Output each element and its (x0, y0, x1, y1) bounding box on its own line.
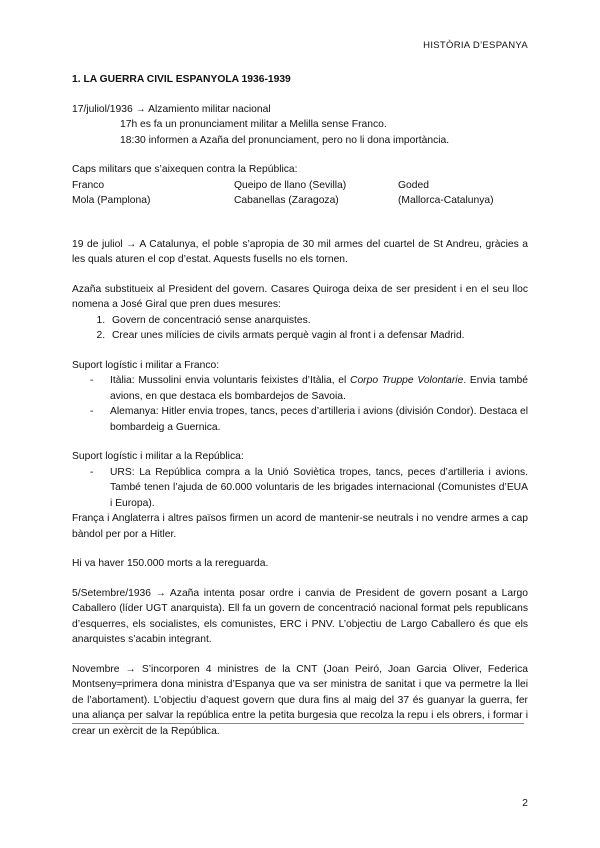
leader-cell: Cabanellas (Zaragoza) (234, 195, 339, 206)
list-item: 1. Govern de concentració sense anarquistes. (108, 313, 528, 329)
page-header: HISTÒRIA D’ESPANYA (423, 40, 528, 51)
neutrality-paragraph: França i Anglaterra i altres països firmen un acord de mantenir-se neutrals i no vendre armes a cap bàndol per por a Hitler. (72, 513, 528, 540)
germany-text: Alemanya: Hitler envia tropes, tancs, peces d’artilleria i avions (división Condor). Destaca el bombardeig a Guernica. (110, 406, 528, 433)
dash-marker: - (90, 406, 94, 417)
franco-support-heading: Suport logístic i militar a Franco: (72, 359, 220, 371)
list-item: 2. Crear unes milícies de civils armats perquè vagin al front i a defensar Madrid. (108, 328, 528, 344)
deaths-paragraph: Hi va haver 150.000 morts a la rereguarda. (72, 558, 269, 569)
dash-marker: - (90, 466, 94, 478)
dash-marker: - (90, 375, 94, 386)
franco-support-list (72, 373, 528, 435)
page-number: 2 (522, 797, 528, 809)
azana-block (72, 282, 528, 344)
leader-cell: Goded (398, 179, 429, 191)
list-item (90, 373, 528, 404)
uprising-block (72, 102, 528, 149)
uprising-line-2: 18:30 informen a Azaña del pronunciament, pero no li dona importància. (120, 134, 450, 146)
republic-support-block (72, 449, 528, 542)
page-content (72, 72, 528, 739)
horizontal-rule (72, 723, 524, 724)
leader-cell: Queipo de llano (Sevilla) (234, 179, 347, 191)
november-paragraph: Novembre → S’incorporen 4 ministres de la CNT (Joan Peiró, Joan Garcia Oliver, Federica Montseny=primera dona ministra d’Espanya que va ser ministra de sanitat i que va permetre la llei de l’abortament). L’objectiu d’aquest govern que dura fins al maig del 37 és guanyar la guerra, fer una aliança per salvar la república entre la petita burgesia que recolza la repu i els obrers, i formar i crear un exèrcit de la República. (72, 663, 528, 737)
list-item (90, 465, 528, 512)
uprising-line-1: 17h es fa un pronunciament militar a Melilla sense Franco. (120, 119, 387, 130)
leaders-heading: Caps militars que s’aixequen contra la República: (72, 164, 298, 175)
italy-italic-text: Corpo Truppe Volontarie (350, 375, 464, 386)
uprising-date-line: 17/juliol/1936 → Alzamiento militar nacional (72, 103, 271, 115)
franco-support-block (72, 358, 528, 436)
azana-intro: Azaña substitueix al President del govern. Casares Quiroga deixa de ser president i en el seu lloc nomena a José Giral que pren dues mesures: (72, 283, 528, 310)
azana-measures-list (72, 313, 528, 344)
leader-cell: Mola (Pamplona) (72, 195, 151, 206)
section-title: 1. LA GUERRA CIVIL ESPANYOLA 1936-1939 (72, 74, 291, 85)
leaders-grid (72, 178, 528, 209)
list-item (90, 404, 528, 435)
italy-text-before: Itàlia: Mussolini envia voluntaris feixistes d’Itàlia, el (110, 375, 351, 386)
leader-cell: Franco (72, 179, 105, 191)
italy-text-after: . Envia també avions, en que destaca els bombardejos de Savoia. (110, 375, 528, 402)
catalonia-paragraph: 19 de juliol → A Catalunya, el poble s’apropia de 30 mil armes del cuartel de St Andreu, gràcies a les quals aturen el cop d’estat. Aquests fusells no els tornen. (72, 238, 528, 265)
september-paragraph: 5/Setembre/1936 → Azaña intenta posar ordre i canvia de President de govern posant a Largo Caballero (líder UGT anarquista). Ell fa un govern de concentració nacional format pels republicans d’esquerres, els socialistes, els comunistes, ERC i PNV. L’objectiu de Largo Caballero és que els anarquistes s’acabin integrant. (72, 587, 528, 645)
military-leaders-block (72, 162, 528, 209)
leader-cell: (Mallorca-Catalunya) (398, 195, 494, 206)
republic-support-heading: Suport logístic i militar a la República: (72, 451, 244, 462)
republic-support-list (72, 465, 528, 512)
urss-text: URS: La República compra a la Unió Soviètica tropes, tancs, peces d’artilleria i avions. També tenen l’ajuda de 60.000 voluntaris de les brigades internacional (Comunistes d’EUA i Europa). (110, 466, 528, 509)
